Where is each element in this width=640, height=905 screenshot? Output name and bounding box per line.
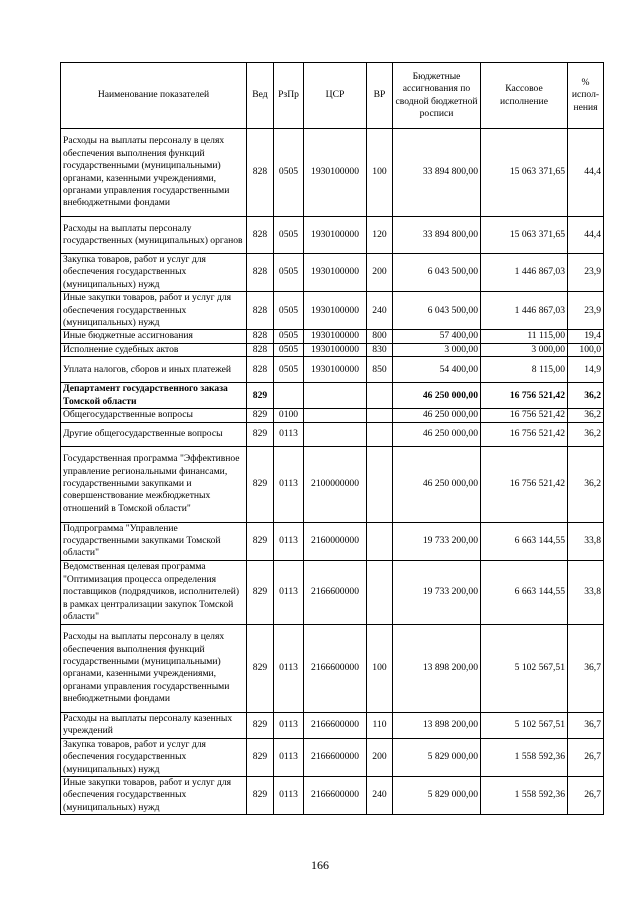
- row-pct: 36,7: [568, 712, 604, 738]
- row-cash: 3 000,00: [481, 343, 568, 356]
- row-name: Государственная программа "Эффективное управление региональными финансами, государственными закупками и совершенствование межбюджетных отношений в Томской области": [61, 446, 247, 522]
- row-cash: 16 756 521,42: [481, 383, 568, 409]
- row-pct: 36,2: [568, 383, 604, 409]
- row-cash: 15 063 371,65: [481, 217, 568, 254]
- row-name: Общегосударственные вопросы: [61, 409, 247, 422]
- row-pct: 36,7: [568, 624, 604, 712]
- row-rzpr: 0113: [274, 712, 304, 738]
- row-vr: 200: [367, 254, 393, 292]
- row-vr: 240: [367, 776, 393, 814]
- table-row: [61, 383, 604, 409]
- row-csr: 2166600000: [304, 560, 367, 624]
- table-row: [61, 738, 604, 776]
- row-vr: [367, 383, 393, 409]
- row-vr: 110: [367, 712, 393, 738]
- row-ved: 829: [247, 624, 274, 712]
- row-cash: 1 446 867,03: [481, 254, 568, 292]
- table-row: [61, 343, 604, 356]
- row-name: Департамент государственного заказа Томской области: [61, 383, 247, 409]
- row-pct: 23,9: [568, 292, 604, 330]
- row-assign: 57 400,00: [393, 330, 481, 343]
- header-csr: ЦСР: [304, 63, 367, 129]
- row-vr: 100: [367, 129, 393, 217]
- table-row: [61, 624, 604, 712]
- row-rzpr: 0113: [274, 624, 304, 712]
- row-rzpr: 0113: [274, 738, 304, 776]
- row-rzpr: 0505: [274, 330, 304, 343]
- row-csr: 2166600000: [304, 738, 367, 776]
- header-rzpr: РзПр: [274, 63, 304, 129]
- row-rzpr: 0505: [274, 292, 304, 330]
- row-rzpr: 0505: [274, 217, 304, 254]
- row-vr: [367, 446, 393, 522]
- row-rzpr: 0113: [274, 446, 304, 522]
- row-cash: 11 115,00: [481, 330, 568, 343]
- header-cash: Кассовое исполнение: [481, 63, 568, 129]
- table-row: [61, 446, 604, 522]
- row-name: Закупка товаров, работ и услуг для обеспечения государственных (муниципальных) нужд: [61, 254, 247, 292]
- row-cash: 16 756 521,42: [481, 446, 568, 522]
- row-ved: 829: [247, 738, 274, 776]
- row-name: Иные закупки товаров, работ и услуг для обеспечения государственных (муниципальных) нужд: [61, 776, 247, 814]
- row-cash: 1 558 592,36: [481, 776, 568, 814]
- row-ved: 828: [247, 343, 274, 356]
- row-assign: 6 043 500,00: [393, 254, 481, 292]
- row-ved: 829: [247, 409, 274, 422]
- row-csr: [304, 422, 367, 446]
- row-ved: 829: [247, 446, 274, 522]
- row-rzpr: 0505: [274, 343, 304, 356]
- row-csr: [304, 383, 367, 409]
- row-rzpr: [274, 383, 304, 409]
- row-rzpr: 0113: [274, 422, 304, 446]
- table-row: [61, 776, 604, 814]
- row-pct: 44,4: [568, 129, 604, 217]
- table-row: [61, 560, 604, 624]
- row-cash: 5 102 567,51: [481, 624, 568, 712]
- row-name: Подпрограмма "Управление государственными закупками Томской области": [61, 522, 247, 560]
- row-assign: 19 733 200,00: [393, 522, 481, 560]
- row-rzpr: 0113: [274, 776, 304, 814]
- row-vr: [367, 422, 393, 446]
- row-pct: 33,8: [568, 522, 604, 560]
- row-rzpr: 0113: [274, 522, 304, 560]
- row-name: Иные закупки товаров, работ и услуг для обеспечения государственных (муниципальных) нужд: [61, 292, 247, 330]
- row-vr: [367, 560, 393, 624]
- row-csr: 1930100000: [304, 357, 367, 383]
- row-csr: 1930100000: [304, 217, 367, 254]
- row-cash: 15 063 371,65: [481, 129, 568, 217]
- row-cash: 5 102 567,51: [481, 712, 568, 738]
- row-ved: 829: [247, 422, 274, 446]
- row-cash: 8 115,00: [481, 357, 568, 383]
- row-csr: 1930100000: [304, 292, 367, 330]
- row-pct: 36,2: [568, 422, 604, 446]
- row-rzpr: 0505: [274, 254, 304, 292]
- row-name: Расходы на выплаты персоналу в целях обеспечения выполнения функций государственными (муниципальными) органами, казенными учреждениями, органами управления государственными внебюджетными фондами: [61, 624, 247, 712]
- row-assign: 5 829 000,00: [393, 776, 481, 814]
- row-vr: 830: [367, 343, 393, 356]
- row-vr: 200: [367, 738, 393, 776]
- table-row: [61, 292, 604, 330]
- header-assign: Бюджетные ассигнования по сводной бюджетной росписи: [393, 63, 481, 129]
- budget-table: [60, 62, 604, 815]
- row-name: Уплата налогов, сборов и иных платежей: [61, 357, 247, 383]
- row-cash: 16 756 521,42: [481, 422, 568, 446]
- row-name: Другие общегосударственные вопросы: [61, 422, 247, 446]
- row-name: Исполнение судебных актов: [61, 343, 247, 356]
- row-ved: 828: [247, 129, 274, 217]
- row-vr: 120: [367, 217, 393, 254]
- row-ved: 829: [247, 712, 274, 738]
- row-ved: 828: [247, 330, 274, 343]
- table-row: [61, 422, 604, 446]
- row-ved: 829: [247, 776, 274, 814]
- row-name: Закупка товаров, работ и услуг для обеспечения государственных (муниципальных) нужд: [61, 738, 247, 776]
- row-vr: [367, 409, 393, 422]
- row-csr: 1930100000: [304, 343, 367, 356]
- row-ved: 829: [247, 560, 274, 624]
- row-assign: 3 000,00: [393, 343, 481, 356]
- header-pct: % испол-нения: [568, 63, 604, 129]
- row-ved: 828: [247, 254, 274, 292]
- row-csr: 2166600000: [304, 624, 367, 712]
- header-ved: Вед: [247, 63, 274, 129]
- row-pct: 23,9: [568, 254, 604, 292]
- row-vr: 850: [367, 357, 393, 383]
- row-csr: 1930100000: [304, 330, 367, 343]
- row-assign: 46 250 000,00: [393, 422, 481, 446]
- row-cash: 16 756 521,42: [481, 409, 568, 422]
- row-ved: 829: [247, 383, 274, 409]
- page-number: 166: [311, 858, 329, 872]
- row-name: Расходы на выплаты персоналу в целях обеспечения выполнения функций государственными (муниципальными) органами, казенными учреждениями, органами управления государственными внебюджетными фондами: [61, 129, 247, 217]
- row-rzpr: 0100: [274, 409, 304, 422]
- row-assign: 13 898 200,00: [393, 624, 481, 712]
- row-pct: 14,9: [568, 357, 604, 383]
- row-assign: 46 250 000,00: [393, 409, 481, 422]
- row-vr: 800: [367, 330, 393, 343]
- row-assign: 46 250 000,00: [393, 383, 481, 409]
- row-csr: 2100000000: [304, 446, 367, 522]
- row-pct: 100,0: [568, 343, 604, 356]
- row-rzpr: 0505: [274, 129, 304, 217]
- row-csr: 1930100000: [304, 129, 367, 217]
- row-pct: 44,4: [568, 217, 604, 254]
- row-name: Ведомственная целевая программа "Оптимизация процесса определения поставщиков (подрядчиков, исполнителей) в рамках централизации закупок Томской области": [61, 560, 247, 624]
- table-row: [61, 217, 604, 254]
- header-vr: ВР: [367, 63, 393, 129]
- table-row: [61, 522, 604, 560]
- row-csr: 2166600000: [304, 776, 367, 814]
- table-row: [61, 409, 604, 422]
- row-vr: 240: [367, 292, 393, 330]
- row-cash: 1 446 867,03: [481, 292, 568, 330]
- row-ved: 828: [247, 357, 274, 383]
- row-vr: 100: [367, 624, 393, 712]
- row-assign: 33 894 800,00: [393, 217, 481, 254]
- row-pct: 33,8: [568, 560, 604, 624]
- header-name: Наименование показателей: [61, 63, 247, 129]
- row-cash: 6 663 144,55: [481, 522, 568, 560]
- row-pct: 26,7: [568, 776, 604, 814]
- row-cash: 6 663 144,55: [481, 560, 568, 624]
- row-name: Расходы на выплаты персоналу казенных учреждений: [61, 712, 247, 738]
- row-rzpr: 0113: [274, 560, 304, 624]
- row-csr: 2160000000: [304, 522, 367, 560]
- row-assign: 13 898 200,00: [393, 712, 481, 738]
- row-csr: 2166600000: [304, 712, 367, 738]
- row-cash: 1 558 592,36: [481, 738, 568, 776]
- row-assign: 33 894 800,00: [393, 129, 481, 217]
- row-assign: 6 043 500,00: [393, 292, 481, 330]
- row-assign: 5 829 000,00: [393, 738, 481, 776]
- row-rzpr: 0505: [274, 357, 304, 383]
- row-pct: 36,2: [568, 409, 604, 422]
- row-vr: [367, 522, 393, 560]
- row-name: Иные бюджетные ассигнования: [61, 330, 247, 343]
- table-row: [61, 254, 604, 292]
- row-ved: 828: [247, 217, 274, 254]
- row-assign: 46 250 000,00: [393, 446, 481, 522]
- row-pct: 19,4: [568, 330, 604, 343]
- row-name: Расходы на выплаты персоналу государственных (муниципальных) органов: [61, 217, 247, 254]
- row-pct: 36,2: [568, 446, 604, 522]
- row-ved: 828: [247, 292, 274, 330]
- row-assign: 19 733 200,00: [393, 560, 481, 624]
- table-body: [61, 129, 604, 815]
- table-row: [61, 712, 604, 738]
- table-row: [61, 357, 604, 383]
- row-csr: [304, 409, 367, 422]
- table-header-row: [61, 63, 604, 129]
- row-ved: 829: [247, 522, 274, 560]
- row-pct: 26,7: [568, 738, 604, 776]
- table-row: [61, 129, 604, 217]
- row-csr: 1930100000: [304, 254, 367, 292]
- row-assign: 54 400,00: [393, 357, 481, 383]
- table-row: [61, 330, 604, 343]
